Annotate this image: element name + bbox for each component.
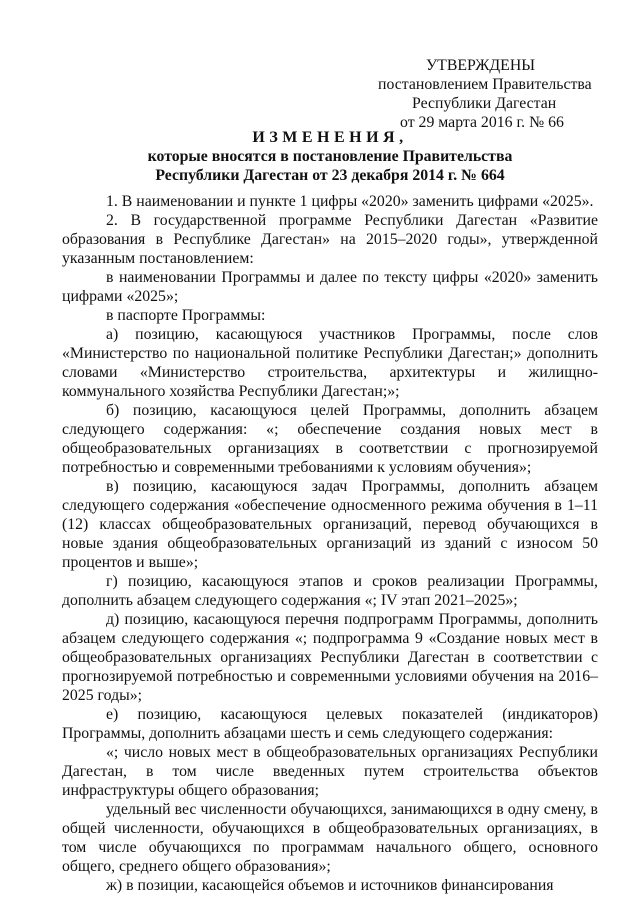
paragraph: ж) в позиции, касающейся объемов и источников финансирования xyxy=(106,877,554,894)
paragraph: в) позицию, касающуюся задач Программы, дополнить абзацем следующего содержания «обеспечение односменного режима обучения в 1–11 (12) классах общеобразовательных организаций, перевод обучающихся в новые здания общеобразовательных организаций из зданий с износом 50 процентов и выше»; xyxy=(62,478,598,571)
approval-heading: УТВЕРЖДЕНЫ xyxy=(426,57,536,74)
title-line-2: которые вносятся в постановление Правительства xyxy=(147,148,513,165)
paragraph: «; число новых мест в общеобразовательных организациях Республики Дагестан, в том числе введенных путем строительства объектов инфраструктуры общего образования; xyxy=(62,744,598,799)
paragraph: в наименовании Программы и далее по тексту цифры «2020» заменить цифрами «2025»; xyxy=(62,269,598,305)
paragraph: удельный вес численности обучающихся, занимающихся в одну смену, в общей численности, обучающихся в общеобразовательных организациях, в том числе обучающихся по программам начального общего, основного общего, среднего общего образования»; xyxy=(62,801,598,875)
document-body xyxy=(62,192,598,895)
title-line-3: Республики Дагестан от 23 декабря 2014 г. № 664 xyxy=(155,167,505,184)
approval-resolution: постановлением Правительства xyxy=(378,76,592,93)
paragraph: б) позицию, касающуюся целей Программы, дополнить абзацем следующего содержания: «; обеспечение создания новых мест в общеобразовательных организациях в соответствии с прогнозируемой потребностью и современными требованиями к условиям обучения»; xyxy=(62,402,598,476)
approval-date: от 29 марта 2016 г. № 66 xyxy=(400,114,564,131)
paragraph: е) позицию, касающуюся целевых показателей (индикаторов) Программы, дополнить абзацами шесть и семь следующего содержания: xyxy=(62,706,598,742)
title-heading: ИЗМЕНЕНИЯ, xyxy=(252,129,408,146)
paragraph: в паспорте Программы: xyxy=(106,307,266,324)
paragraph: а) позицию, касающуюся участников Программы, после слов «Министерство по национальной политике Республики Дагестан;» дополнить словами «Министерство строительства, архитектуры и жилищно-коммунального хозяйства Республики Дагестан;»; xyxy=(62,326,598,400)
paragraph: г) позицию, касающуюся этапов и сроков реализации Программы, дополнить абзацем следующего содержания «; IV этап 2021–2025»; xyxy=(62,573,598,609)
approval-stamp xyxy=(330,56,630,132)
document-title xyxy=(62,128,598,185)
approval-republic: Республики Дагестан xyxy=(412,95,557,112)
paragraph: 1. В наименовании и пункте 1 цифры «2020» заменить цифрами «2025». xyxy=(106,193,594,210)
paragraph: д) позицию, касающуюся перечня подпрограмм Программы, дополнить абзацем следующего содержания «; подпрограмма 9 «Создание новых мест в общеобразовательных организациях Республики Дагестан в соответствии с прогнозируемой потребностью и современными условиями обучения на 2016–2025 годы»; xyxy=(62,611,598,704)
paragraph: 2. В государственной программе Республики Дагестан «Развитие образования в Республике Дагестан» на 2015–2020 годы», утвержденной указанным постановлением: xyxy=(62,212,598,267)
